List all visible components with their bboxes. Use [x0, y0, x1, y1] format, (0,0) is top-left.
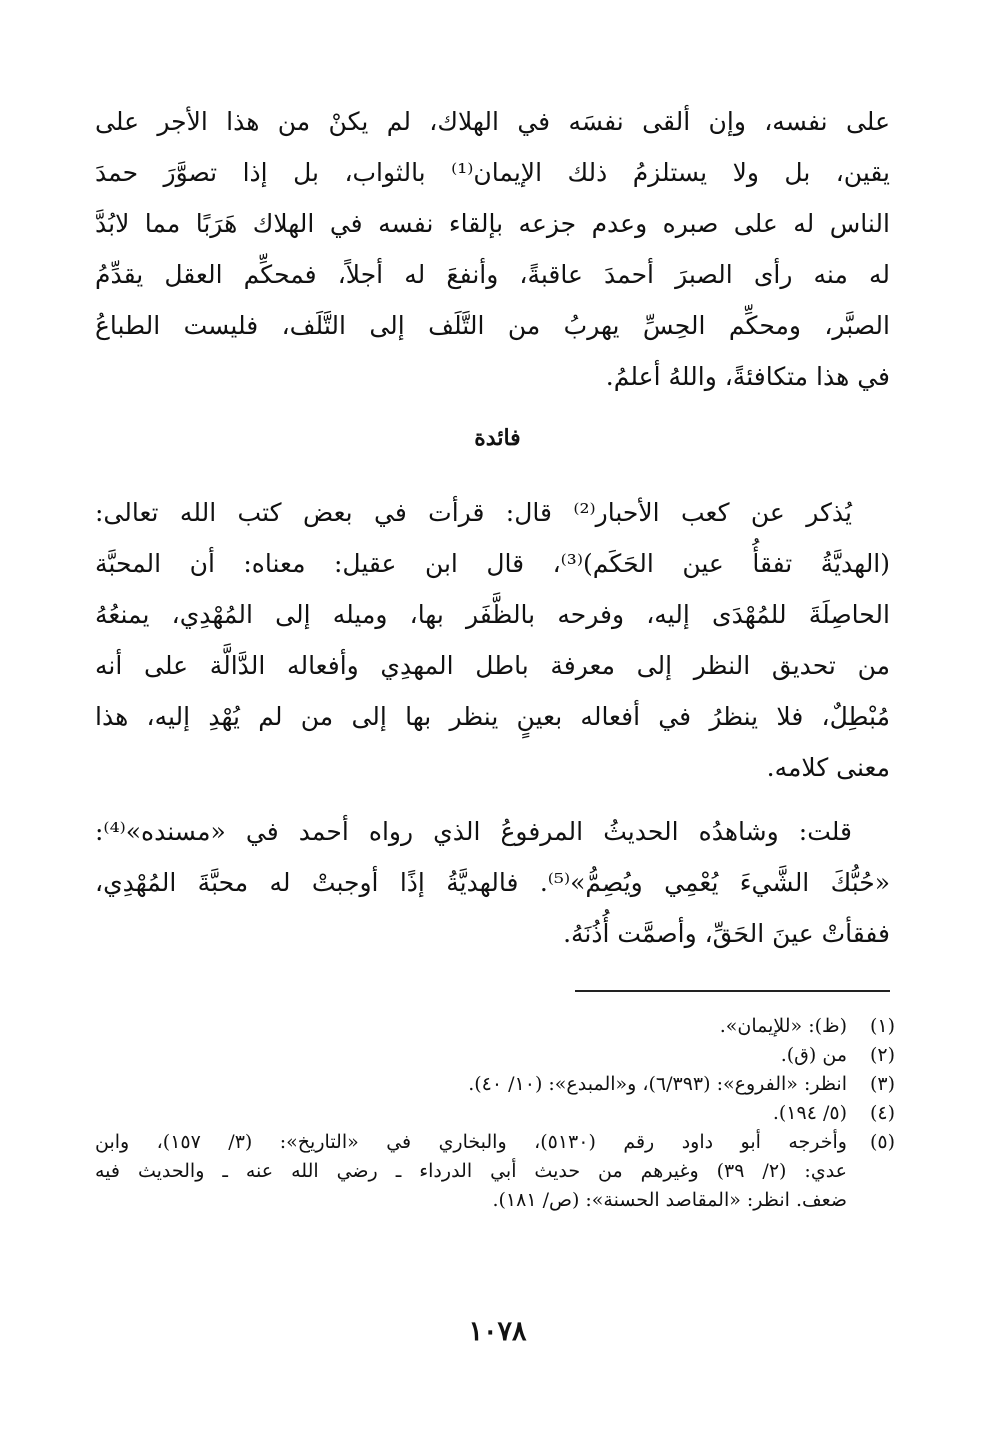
footnote [95, 1128, 895, 1215]
footnote-number: (٥) [869, 1131, 895, 1153]
footnote [95, 1012, 895, 1041]
text-line: معنى كلامه. [766, 753, 890, 782]
footnote [95, 1099, 895, 1128]
paragraph-2 [95, 487, 890, 793]
footnote-text: (ظ): «للإيمان». [719, 1015, 847, 1037]
text-line: الحاصِلَةَ للمُهْدَى إليه، وفرحه بالظَّفَر بها، وميله إلى المُهْدِي، يمنعُهُ [95, 600, 890, 629]
footnote-number: (٢) [869, 1044, 895, 1066]
footnote-text: (٥/ ١٩٤). [772, 1102, 847, 1124]
text-line: من تحديق النظر إلى معرفة باطل المهدِي وأفعاله الدَّالَّة على أنه [95, 651, 890, 680]
footnote-text: ضعف. انظر: «المقاصد الحسنة»: (ص/ ١٨١). [492, 1189, 847, 1211]
text-line: «حُبُّكَ الشَّيءَ يُعْمِي ويُصِمُّ»⁽⁵⁾. فالهديَّةُ إذًا أوجبتْ له محبَّةَ المُهْدِي، [95, 868, 890, 897]
section-heading: فائدة [474, 425, 521, 451]
page-number: ١٠٧٨ [468, 1316, 527, 1347]
text-line: في هذا متكافئةً، واللهُ أعلمُ. [605, 362, 890, 391]
footnote-number: (٤) [869, 1102, 895, 1124]
paragraph-1 [95, 96, 890, 402]
footnotes [95, 1012, 895, 1215]
text-line: قلت: وشاهدُه الحديثُ المرفوعُ الذي رواه أحمد في «مسنده»⁽⁴⁾: [95, 817, 852, 846]
text-line: مُبْطِلٌ، فلا ينظرُ في أفعاله بعينٍ ينظر بها إلى من لم يُهْدِ إليه، هذا [95, 702, 890, 731]
text-line: ففقأتْ عينَ الحَقِّ، وأصمَّت أُذُنَهُ. [563, 919, 890, 948]
footnote-number: (٣) [869, 1073, 895, 1095]
footnote-text: انظر: «الفروع»: (٦/٣٩٣)، و«المبدع»: (١٠/ ٤٠). [468, 1073, 847, 1095]
footnote-text: من (ق). [780, 1044, 847, 1066]
footnote-text: وأخرجه أبو داود رقم (٥١٣٠)، والبخاري في «التاريخ»: (٣/ ١٥٧)، وابن [95, 1131, 847, 1153]
text-line: له منه رأى الصبرَ أحمدَ عاقبةً، وأنفعَ له أجلاً، فمحكِّم العقل يقدِّمُ [95, 260, 890, 289]
text-line: يُذكر عن كعب الأحبار⁽²⁾ قال: قرأت في بعض كتب الله تعالى: [95, 498, 852, 527]
text-line: يقين، بل ولا يستلزمُ ذلك الإيمان⁽¹⁾ بالثواب، بل إذا تصوَّرَ حمدَ [95, 158, 890, 187]
text-line: الناس له على صبره وعدم جزعه بإلقاء نفسه في الهلاك هَرَبًا مما لابُدَّ [95, 209, 890, 238]
footnote-text: عدي: (٢/ ٣٩) وغيرهم من حديث أبي الدرداء ـ رضي الله عنه ـ والحديث فيه [95, 1160, 848, 1182]
text-line: (الهديَّةُ تفقأُ عين الحَكَم)⁽³⁾، قال ابن عقيل: معناه: أن المحبَّة [95, 549, 891, 578]
paragraph-3 [95, 806, 890, 959]
footnote [95, 1070, 895, 1099]
text-line: على نفسه، وإن ألقى نفسَه في الهلاك، لم يكنْ من هذا الأجر على [95, 107, 890, 136]
footnote-separator [575, 990, 890, 992]
text-line: الصبَّر، ومحكِّم الحِسِّ يهربُ من التَّلَف إلى التَّلَف، فليست الطباعُ [95, 311, 890, 340]
footnote-number: (١) [869, 1015, 895, 1037]
footnote [95, 1041, 895, 1070]
